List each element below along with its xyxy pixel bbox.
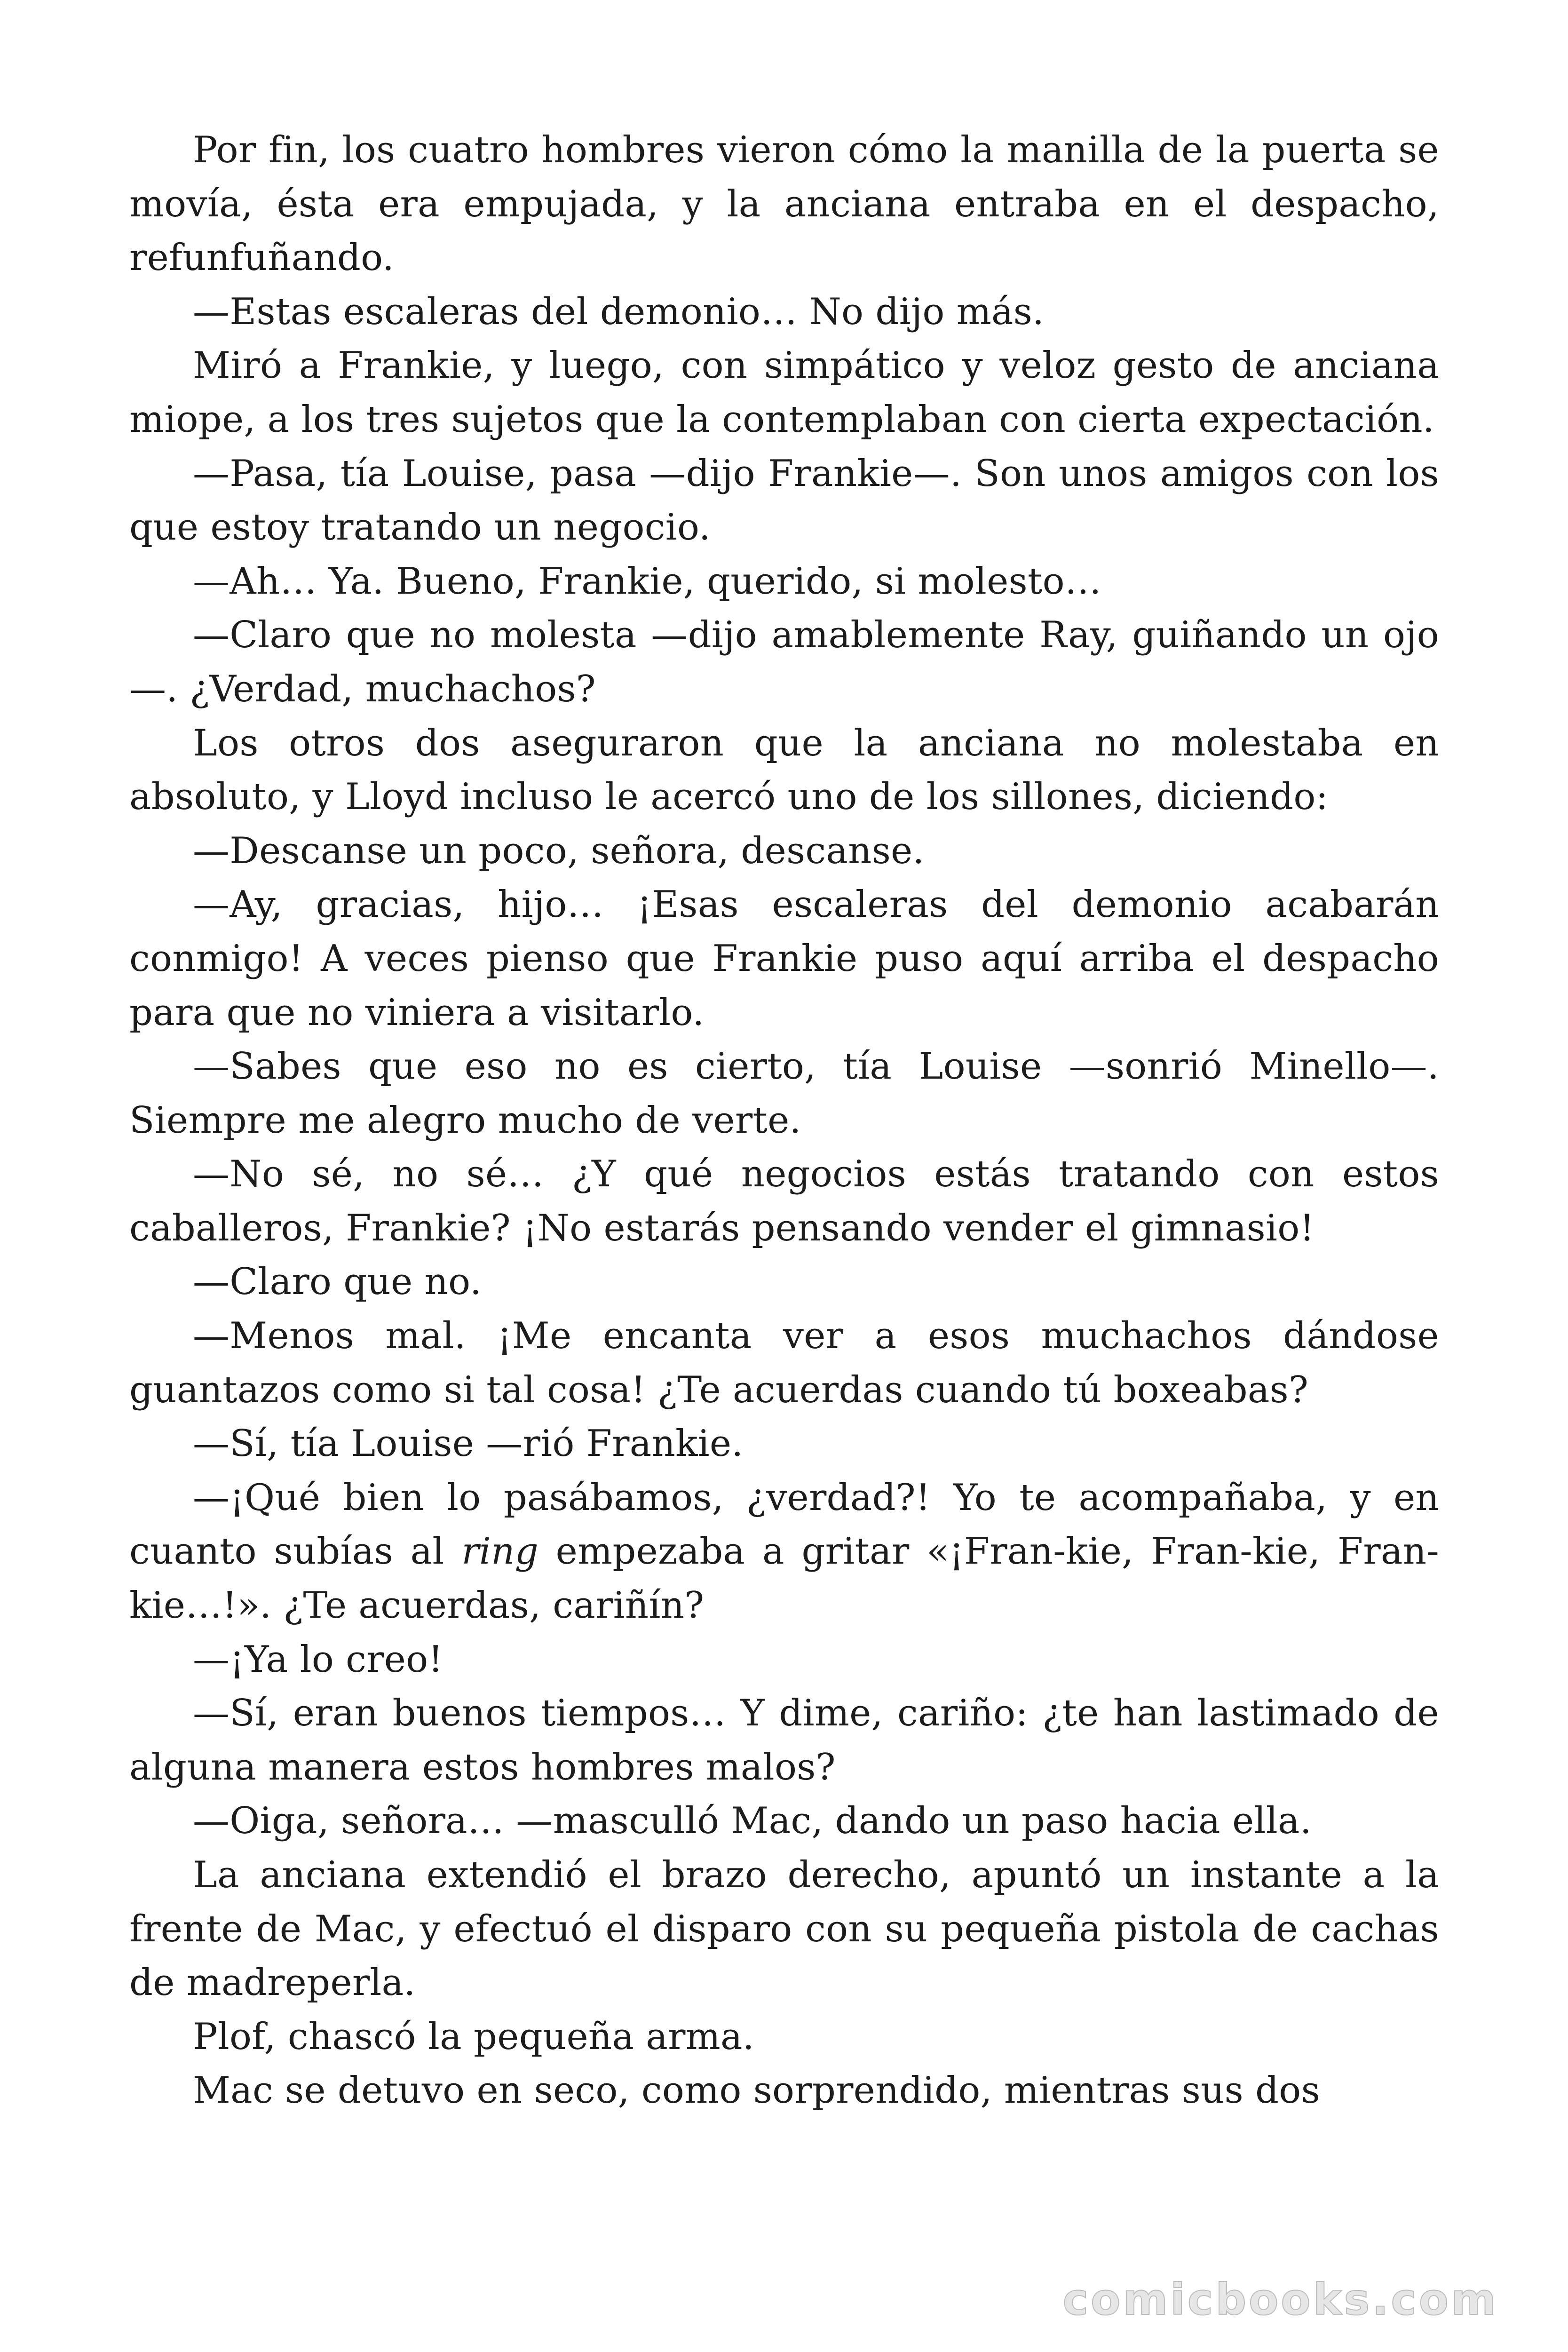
paragraph: —Ay, gracias, hijo… ¡Esas escaleras del demonio acabarán conmigo! A veces pienso que Frankie puso aquí arriba el despacho para que no viniera a visitarlo. [129, 883, 1439, 1034]
paragraph: —Sí, eran buenos tiempos… Y dime, cariño: ¿te han lastimado de alguna manera estos hombres malos? [129, 1692, 1439, 1788]
paragraph: Los otros dos aseguraron que la anciana no molestaba en absoluto, y Lloyd incluso le acercó uno de los sillones, diciendo: [129, 722, 1439, 818]
paragraph: —Menos mal. ¡Me encanta ver a esos muchachos dándose guantazos como si tal cosa! ¿Te acuerdas cuando tú boxeabas? [129, 1315, 1439, 1411]
paragraph-ring [129, 1471, 1439, 1633]
book-page-text [129, 123, 1439, 2118]
paragraph-last: Mac se detuvo en seco, como sorprendido, mientras sus dos [193, 2069, 1320, 2112]
paragraph: —No sé, no sé… ¿Y qué negocios estás tratando con estos caballeros, Frankie? ¡No estarás pensando vender el gimnasio! [129, 1153, 1439, 1249]
paragraph: —¡Ya lo creo! [193, 1638, 443, 1681]
watermark-text: comicbooks.com [1062, 2274, 1498, 2325]
ring-italic-word: ring [461, 1530, 539, 1573]
paragraph: —Sabes que eso no es cierto, tía Louise —sonrió Minello—. Siempre me alegro mucho de verte. [129, 1045, 1439, 1142]
paragraph: Por fin, los cuatro hombres vieron cómo la manilla de la puerta se movía, ésta era empujada, y la anciana entraba en el despacho, refunfuñando. [129, 129, 1439, 279]
paragraph: —Oiga, señora… —masculló Mac, dando un paso hacia ella. [193, 1800, 1312, 1843]
paragraph: —Pasa, tía Louise, pasa —dijo Frankie—. Son unos amigos con los que estoy tratando un negocio. [129, 452, 1439, 549]
paragraph: —Ah… Ya. Bueno, Frankie, querido, si molesto… [193, 560, 1102, 603]
paragraph: Plof, chascó la pequeña arma. [193, 2015, 754, 2058]
paragraph: —Claro que no. [193, 1261, 482, 1303]
paragraph: —Sí, tía Louise —rió Frankie. [193, 1422, 744, 1465]
paragraph: —Claro que no molesta —dijo amablemente Ray, guiñando un ojo—. ¿Verdad, muchachos? [129, 614, 1439, 710]
paragraph: Miró a Frankie, y luego, con simpático y veloz gesto de anciana miope, a los tres sujetos que la contemplaban con cierta expectación. [129, 344, 1439, 441]
paragraph: —Descanse un poco, señora, descanse. [193, 829, 925, 872]
paragraph: —Estas escaleras del demonio… No dijo más. [193, 290, 1045, 333]
ring-text-before: —¡Qué bien lo pasábamos, ¿verdad?! Yo te acompañaba, y en cuanto subías al [129, 1476, 1439, 1573]
paragraph: La anciana extendió el brazo derecho, apuntó un instante a la frente de Mac, y efectuó el disparo con su pequeña pistola de cachas de madreperla. [129, 1854, 1439, 2004]
ring-text-after: empezaba a gritar «¡Fran-kie, Fran-kie, Fran-kie…!». ¿Te acuerdas, cariñín? [129, 1530, 1439, 1627]
